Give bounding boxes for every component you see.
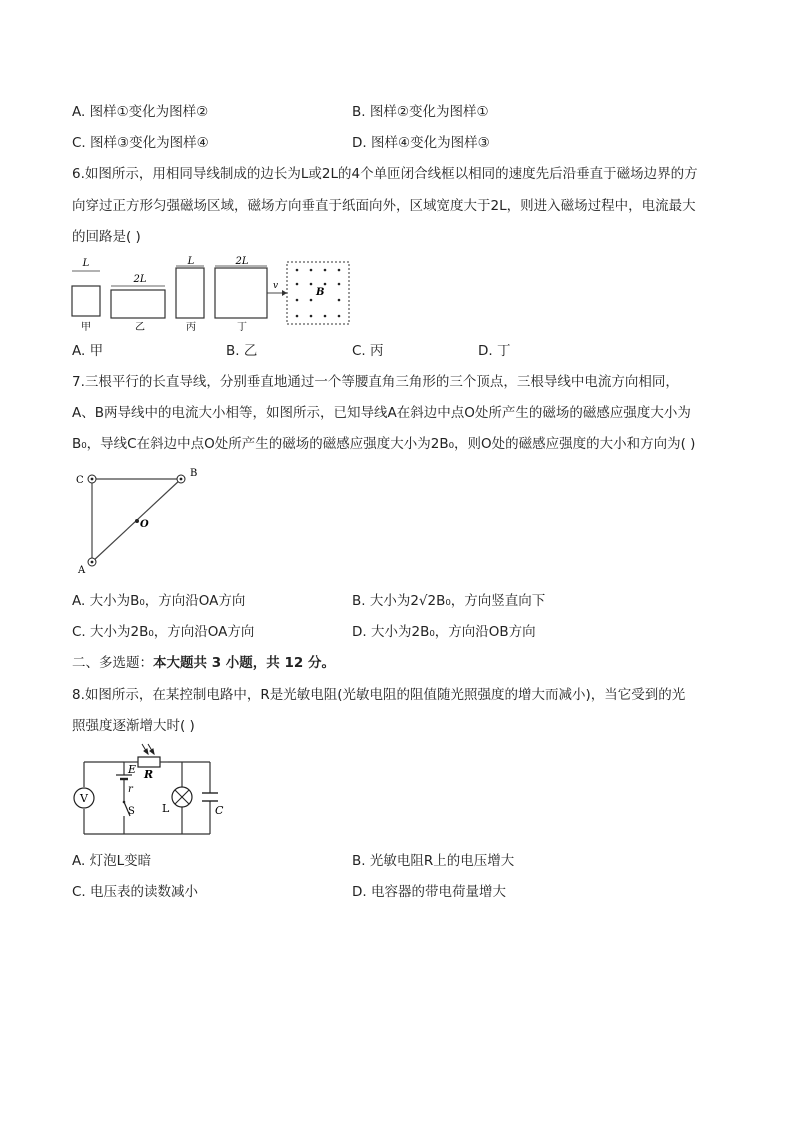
q6-label-2l-yi: 2L [133,274,147,285]
q5-option-b: B. 图样②变化为图样① [352,104,489,120]
q8-label-e: E [128,763,137,776]
q7-option-c: C. 大小为2B₀，方向沿OA方向 [72,624,255,640]
q5-option-d: D. 图样④变化为图样③ [352,135,490,151]
q6-loop-yi [111,290,165,318]
q7-stem-line2: A、B两导线中的电流大小相等，如图所示，已知导线A在斜边中点O处所产生的磁场的磁感应强度大小为 [72,405,691,421]
q6-loop-jia [72,286,100,316]
q6-label-b: B [316,287,325,298]
q7-label-o: O [140,519,149,530]
q5-option-c: C. 图样③变化为图样④ [72,135,209,151]
q7-label-a: A [78,565,86,575]
q6-name-ding: 丁 [237,322,247,333]
q8-label-c: C [215,804,224,817]
q8-label-v: V [80,792,88,805]
q7-wire-c [88,475,96,483]
q7-stem-line3: B₀，导线C在斜边中点O处所产生的磁场的磁感应强度大小为2B₀，则O处的磁感应强度的大小和方向为( ) [72,436,696,452]
q7-option-a: A. 大小为B₀，方向沿OA方向 [72,593,246,609]
section2-heading [72,653,335,673]
q8-label-l: L [162,802,170,815]
q8-stem-line1: 8.如图所示，在某控制电路中，R是光敏电阻(光敏电阻的阻值随光照强度的增大而减小)，当它受到的光 [72,687,686,703]
q7-label-c: C [76,475,84,486]
q6-stem-line3: 的回路是( ) [72,229,141,245]
q6-loop-bing [176,268,204,318]
q7-option-d: D. 大小为2B₀，方向沿OB方向 [352,624,536,640]
q6-loop-ding [215,268,267,318]
q7-point-o [135,519,139,523]
q5-option-a: A. 图样①变化为图样② [72,104,209,120]
q8-label-s: S [128,806,135,817]
q6-option-b: B. 乙 [226,343,258,359]
q8-figure-circuit [64,742,234,840]
q8-photoresistor [138,757,160,767]
q6-option-a: A. 甲 [72,343,104,359]
q8-option-d: D. 电容器的带电荷量增大 [352,884,506,900]
q6-option-d: D. 丁 [478,343,511,359]
q8-option-a: A. 灯泡L变暗 [72,853,152,869]
q7-stem-line1: 7.三根平行的长直导线，分别垂直地通过一个等腰直角三角形的三个顶点，三根导线中电流方向相同， [72,374,679,390]
q6-label-v: v [273,281,279,291]
q7-wire-a [88,558,96,566]
q6-label-l-jia: L [82,258,90,269]
q8-label-r-internal: r [128,784,133,795]
q6-stem-line1: 6.如图所示，用相同导线制成的边长为L或2L的4个单匝闭合线框以相同的速度先后沿垂直于磁场边界的方 [72,166,698,182]
q7-label-b: B [190,468,198,479]
q6-label-l-bing: L [187,256,195,267]
q8-option-b: B. 光敏电阻R上的电压增大 [352,853,515,869]
q6-stem-line2: 向穿过正方形匀强磁场区域，磁场方向垂直于纸面向外，区域宽度大于2L，则进入磁场过程中，电流最大 [72,198,696,214]
q8-stem-line2: 照强度逐渐增大时( ) [72,718,195,734]
q6-option-c: C. 丙 [352,343,384,359]
q7-wire-b [177,475,185,483]
q7-option-b: B. 大小为2√2B₀，方向竖直向下 [352,593,546,609]
section2-prefix: 二、多选题： [72,655,153,671]
q6-name-bing: 丙 [186,322,196,333]
q6-name-yi: 乙 [135,322,145,333]
q8-label-r: R [144,768,154,781]
q6-label-2l-ding: 2L [235,256,249,267]
q6-figure-loops [64,254,364,334]
section2-title: 本大题共 3 小题，共 12 分。 [153,655,335,671]
q8-option-c: C. 电压表的读数减小 [72,884,199,900]
q6-name-jia: 甲 [81,322,91,333]
q7-figure-triangle [70,465,210,575]
q8-light-arrows [142,744,154,754]
